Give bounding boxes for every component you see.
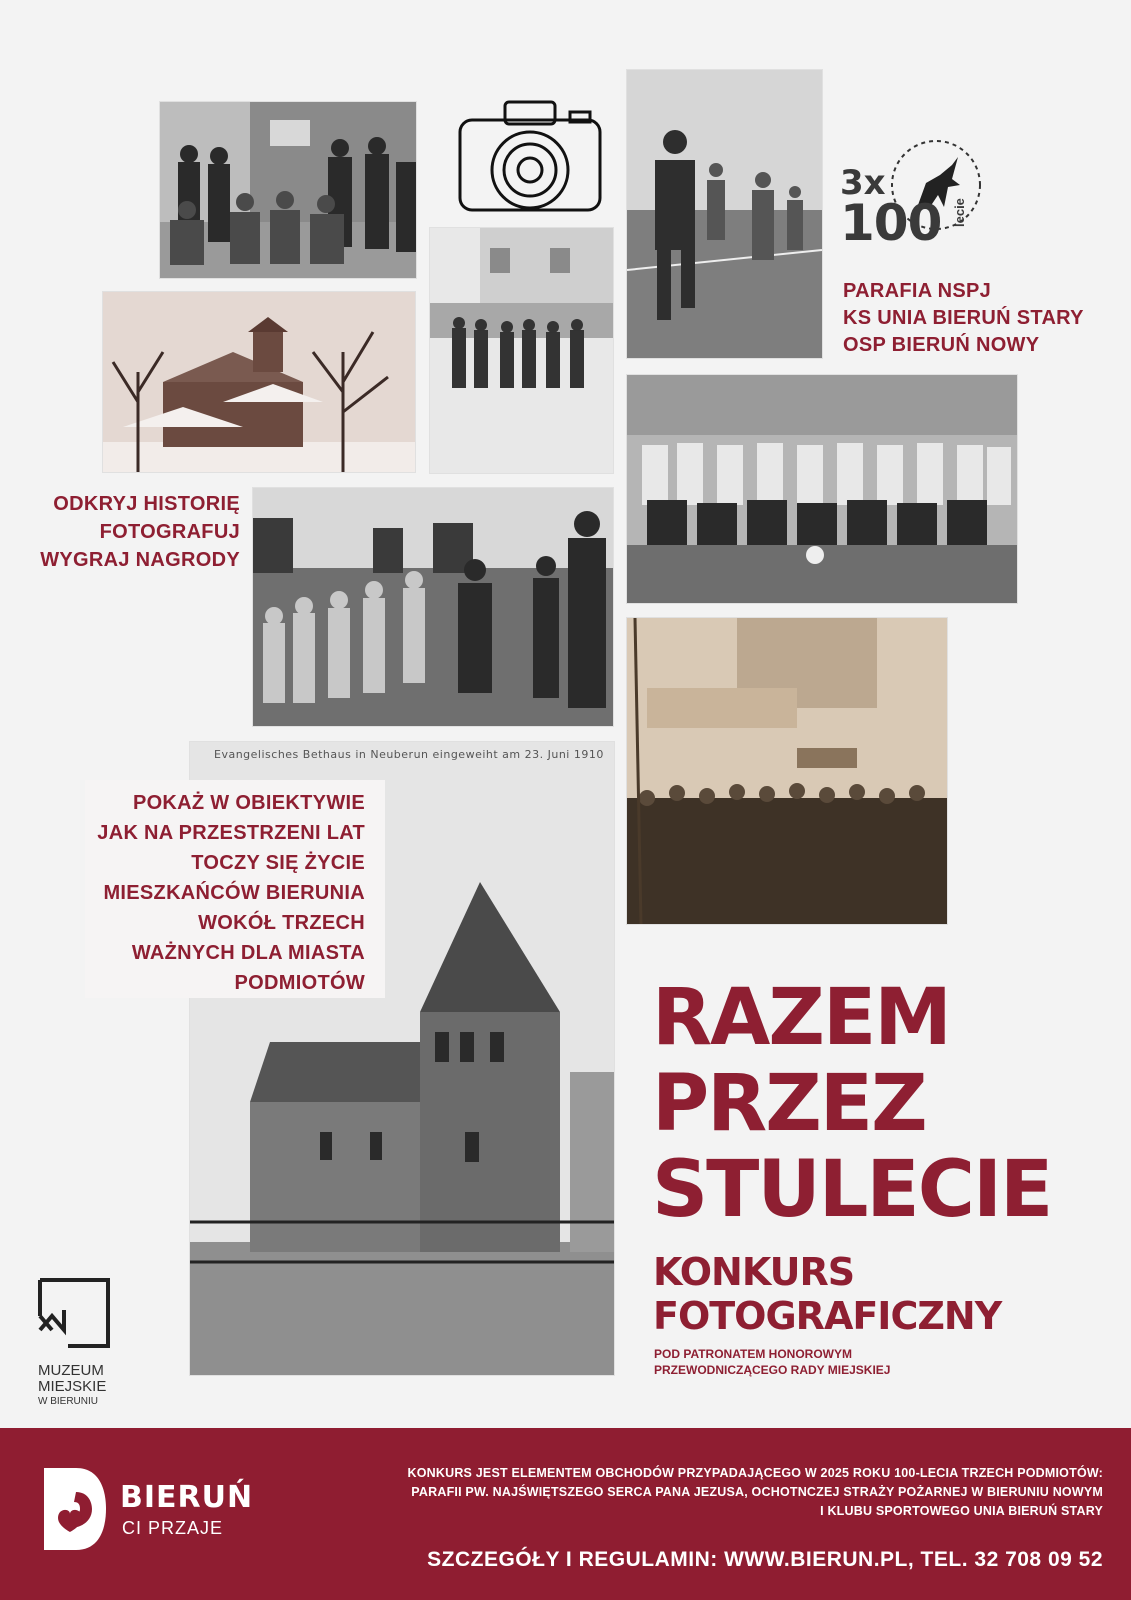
- patronage: [654, 1346, 890, 1378]
- museum-m-icon: [38, 1278, 128, 1358]
- anniversary-logo: [840, 135, 985, 255]
- museum-line-1: MUZEUM: [38, 1362, 104, 1379]
- subtitle-line-2: FOTOGRAFICZNY: [653, 1294, 1002, 1338]
- footer-info-line-1: KONKURS JEST ELEMENTEM OBCHODÓW PRZYPADAJĄCEGO W 2025 ROKU 100-LECIA TRZECH PODMIOTÓW:: [407, 1466, 1103, 1480]
- title-line-3: STULECIE: [652, 1145, 1052, 1235]
- organisation-club: KS UNIA BIERUŃ STARY: [843, 307, 1084, 329]
- photo-runners: [627, 70, 822, 358]
- museum-logo: [38, 1278, 128, 1408]
- tagline: [30, 490, 240, 574]
- prompt-text: [85, 788, 365, 998]
- organisation-parish: PARAFIA NSPJ: [843, 280, 992, 302]
- tagline-line-3: WYGRAJ NAGRODY: [40, 549, 240, 571]
- footer-info-line-2: PARAFII PW. NAJŚWIĘTSZEGO SERCA PANA JEZUSA, OCHOTNCZEJ STRAŻY POŻARNEJ W BIERUNIU NOWYM: [411, 1485, 1103, 1499]
- footer-contact: SZCZEGÓŁY I REGULAMIN: WWW.BIERUN.PL, TEL. 32 708 09 52: [427, 1548, 1103, 1571]
- anniversary-number: 100: [840, 194, 942, 252]
- postcard-caption: Evangelisches Bethaus in Neuberun eingeweiht am 23. Juni 1910: [214, 748, 604, 761]
- museum-line-2: MIEJSKIE: [38, 1378, 107, 1395]
- photo-children-ceremony: [253, 488, 613, 726]
- brand-slogan: CI PRZAJE: [122, 1518, 224, 1538]
- camera-icon: [440, 90, 615, 230]
- prompt-line-5: WOKÓŁ TRZECH: [198, 912, 365, 934]
- tagline-line-1: ODKRYJ HISTORIĘ: [53, 493, 240, 515]
- photo-firefighters-truck: [160, 102, 416, 278]
- museum-line-3: W BIERUNIU: [38, 1396, 98, 1407]
- photo-football-team: [627, 375, 1017, 603]
- patronage-line-1: POD PATRONATEM HONOROWYM: [654, 1347, 852, 1361]
- organisation-fire-brigade: OSP BIERUŃ NOWY: [843, 334, 1040, 356]
- photo-fire-station: [430, 228, 613, 473]
- subtitle-line-1: KONKURS: [653, 1250, 855, 1294]
- footer-band: [0, 1428, 1131, 1600]
- anniversary-suffix: lecie: [952, 198, 967, 227]
- prompt-line-2: JAK NA PRZESTRZENI LAT: [97, 822, 365, 844]
- brand-name: BIERUŃ: [120, 1480, 254, 1515]
- prompt-line-3: TOCZY SIĘ ŻYCIE: [191, 852, 365, 874]
- tagline-line-2: FOTOGRAFUJ: [99, 521, 240, 543]
- anniversary-mult: 3x: [840, 163, 886, 203]
- organisations-list: [843, 278, 1084, 359]
- prompt-box: [85, 780, 385, 998]
- photo-crowd-ceremony: [627, 618, 947, 924]
- bierun-logo-icon: [40, 1464, 110, 1554]
- main-title: [652, 975, 1051, 1233]
- subtitle: [653, 1250, 1001, 1338]
- prompt-line-4: MIESZKAŃCÓW BIERUNIA: [103, 882, 365, 904]
- title-line-2: PRZEZ: [652, 1059, 926, 1149]
- prompt-line-1: POKAŻ W OBIEKTYWIE: [132, 792, 365, 814]
- patronage-line-2: PRZEWODNICZĄCEGO RADY MIEJSKIEJ: [654, 1363, 891, 1377]
- footer-info-line-3: I KLUBU SPORTOWEGO UNIA BIERUŃ STARY: [820, 1504, 1103, 1518]
- title-line-1: RAZEM: [652, 973, 950, 1063]
- prompt-line-6: WAŻNYCH DLA MIASTA: [131, 942, 365, 964]
- photo-church-winter: [103, 292, 415, 472]
- prompt-line-7: PODMIOTÓW: [234, 972, 365, 994]
- footer-info: [408, 1464, 1104, 1521]
